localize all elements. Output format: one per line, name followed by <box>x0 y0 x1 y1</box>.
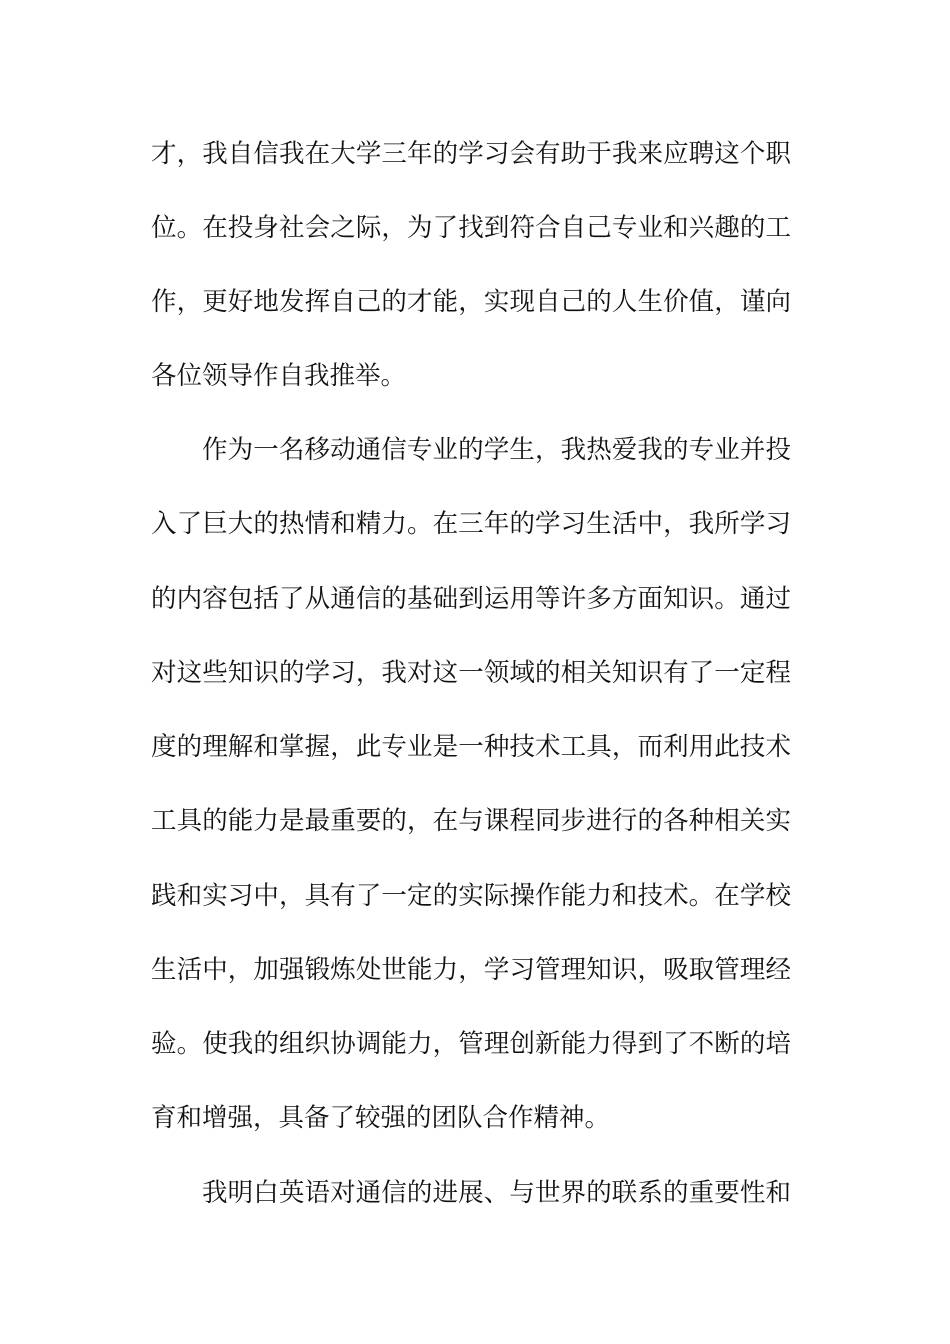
text-line: 各位领导作自我推举。 <box>151 361 407 391</box>
text-line: 作，更好地发挥自己的才能，实现自己的人生价值，谨向 <box>151 287 791 317</box>
text-line: 位。在投身社会之际，为了找到符合自己专业和兴趣的工 <box>151 213 791 243</box>
paragraph-first-line: 我明白英语对通信的进展、与世界的联系的重要性和 <box>202 1178 791 1208</box>
text-line: 才，我自信我在大学三年的学习会有助于我来应聘这个职 <box>151 139 791 169</box>
text-line: 生活中，加强锻炼处世能力，学习管理知识，吸取管理经 <box>151 955 791 985</box>
text-line: 入了巨大的热情和精力。在三年的学习生活中，我所学习 <box>151 509 791 539</box>
text-line: 践和实习中，具有了一定的实际操作能力和技术。在学校 <box>151 881 791 911</box>
text-line: 度的理解和掌握，此专业是一种技术工具，而利用此技术 <box>151 732 791 762</box>
text-line: 验。使我的组织协调能力，管理创新能力得到了不断的培 <box>151 1029 791 1059</box>
paragraph-first-line: 作为一名移动通信专业的学生，我热爱我的专业并投 <box>202 435 791 465</box>
text-line: 的内容包括了从通信的基础到运用等许多方面知识。通过 <box>151 584 791 614</box>
text-line: 育和增强，具备了较强的团队合作精神。 <box>151 1103 611 1133</box>
text-line: 对这些知识的学习，我对这一领域的相关知识有了一定程 <box>151 658 791 688</box>
text-line: 工具的能力是最重要的，在与课程同步进行的各种相关实 <box>151 806 791 836</box>
